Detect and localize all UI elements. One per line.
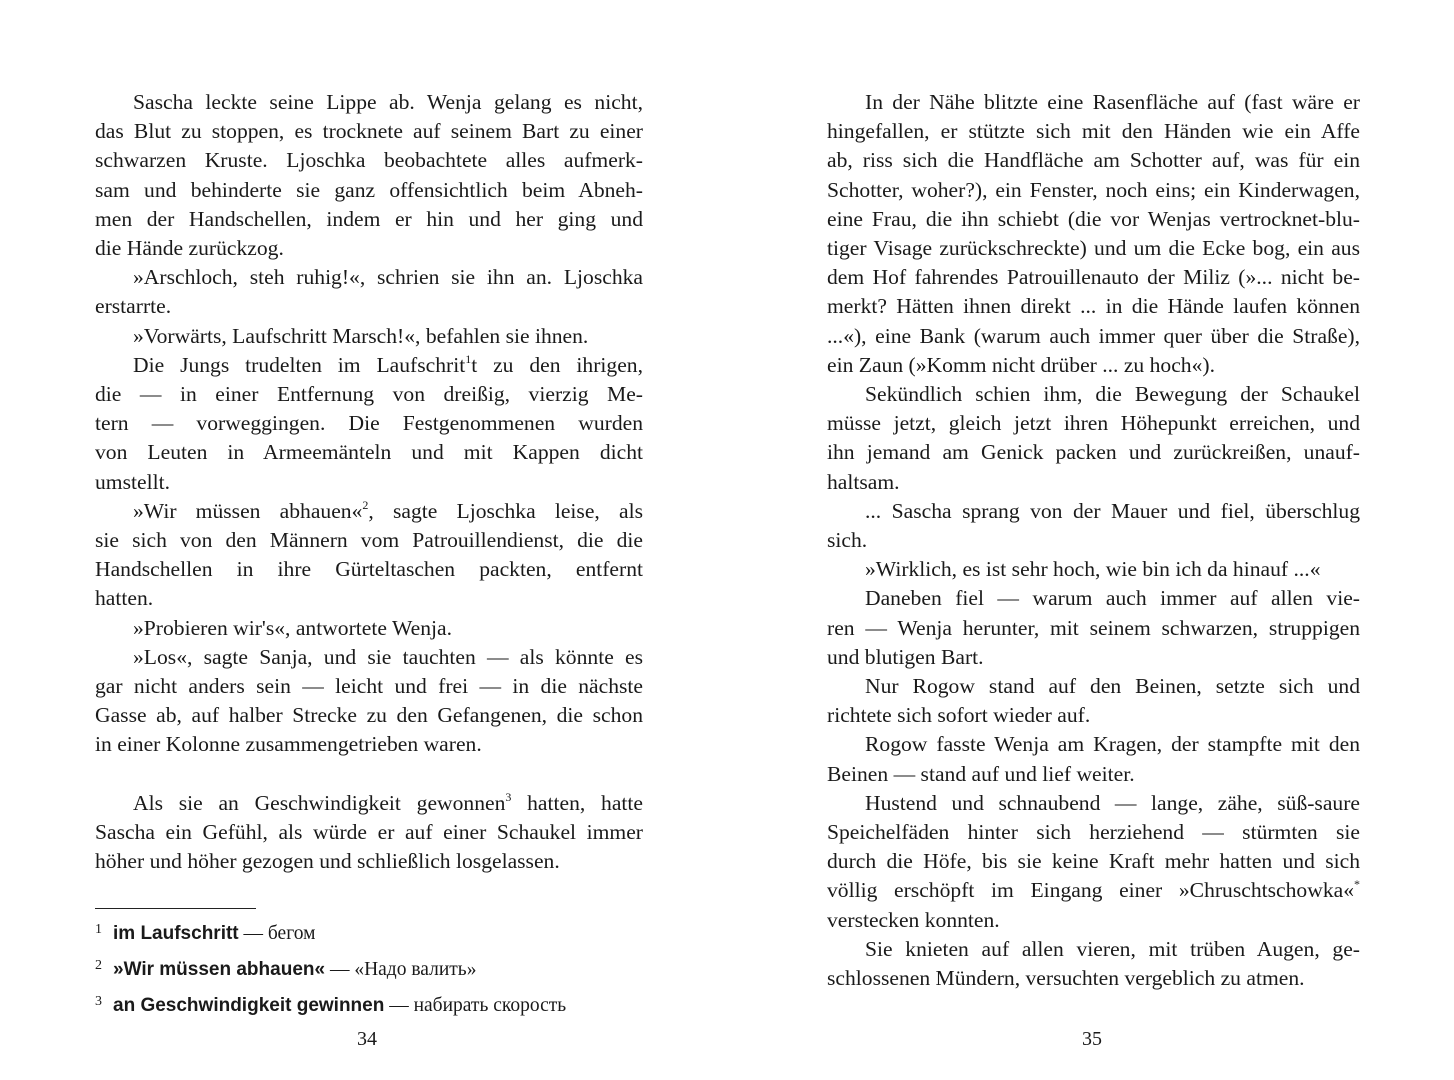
text-line: richtete sich sofort wieder auf. xyxy=(827,703,1091,728)
footnote: 2 »Wir müssen abhauen« — «Надо валить» xyxy=(95,958,477,980)
left-page-text xyxy=(95,88,643,876)
footnote-marker: 2 xyxy=(362,497,369,512)
text-line: dem Hof fahrendes Patrouillenauto der Miliz (»... nicht be- xyxy=(827,265,1360,290)
text-line: merkt? Hätten ihnen direkt ... in die Hände laufen können xyxy=(827,294,1360,319)
text-line: ... Sascha sprang von der Mauer und fiel, überschlug xyxy=(865,498,1360,523)
text-line: ab, riss sich die Handfläche am Schotter auf, was für ein xyxy=(827,148,1360,173)
text-line: hatten. xyxy=(95,586,154,611)
text-line: schlossenen Mündern, versuchten vergeblich zu atmen. xyxy=(827,966,1305,991)
text-line: sich. xyxy=(827,528,868,553)
text-line: Als sie an Geschwindigkeit gewonnen$^3$ hatten, hatte xyxy=(133,789,643,815)
text-line: höher und höher gezogen und schließlich losgelassen. xyxy=(95,849,560,874)
text-line: »Arschloch, steh ruhig!«, schrien sie ihn an. Ljoschka xyxy=(133,265,643,290)
text-line: men der Handschellen, indem er hin und her ging und xyxy=(95,206,643,231)
text-line: gar nicht anders sein — leicht und frei — in die nächste xyxy=(95,674,643,699)
text-line: und blutigen Bart. xyxy=(827,644,984,669)
footnote-marker: * xyxy=(1354,877,1360,892)
page-number-right: 35 xyxy=(1082,1028,1102,1050)
text-line: Sekündlich schien ihm, die Bewegung der Schaukel xyxy=(865,382,1360,407)
text-line: ...«), eine Bank (warum auch immer quer über die Straße), xyxy=(827,323,1360,348)
text-line: sie sich von den Männern vom Patrouillendienst, die die xyxy=(95,528,643,553)
text-line: »Wir müssen abhauen«$^2$, sagte Ljoschka leise, als xyxy=(133,497,643,523)
text-line: Beinen — stand auf und lief weiter. xyxy=(827,761,1135,786)
text-line: tiger Visage zurückschreckte) und um die Ecke bog, ein aus xyxy=(827,236,1360,261)
text-line: Hustend und schnaubend — lange, zähe, süß-saure xyxy=(865,790,1360,815)
right-page xyxy=(727,0,1454,1080)
text-line: die Hände zurückzog. xyxy=(95,236,284,261)
text-line: eine Frau, die ihn schiebt (die vor Wenjas vertrocknet-blu- xyxy=(827,206,1360,231)
text-line: haltsam. xyxy=(827,469,900,494)
footnote: 1 im Laufschritt — бегом xyxy=(95,922,316,944)
text-line: erstarrte. xyxy=(95,294,172,319)
text-line: durch die Höfe, bis sie keine Kraft mehr hatten und sich xyxy=(827,849,1360,874)
footnote-marker: 1 xyxy=(465,351,472,366)
text-line: In der Nähe blitzte eine Rasenfläche auf (fast wäre er xyxy=(865,90,1360,114)
text-line: Nur Rogow stand auf den Beinen, setzte sich und xyxy=(865,674,1360,699)
text-line: völlig erschöpft im Eingang einer »Chruschtschowka«* xyxy=(827,877,1360,903)
page-number-left: 34 xyxy=(357,1028,377,1050)
footnotes xyxy=(95,914,695,1022)
text-line: »Los«, sagte Sanja, und sie tauchten — als könnte es xyxy=(133,644,643,669)
text-line: schwarzen Kruste. Ljoschka beobachtete alles aufmerk- xyxy=(95,148,643,173)
text-line: Gasse ab, auf halber Strecke zu den Gefangenen, die schon xyxy=(95,703,643,728)
text-line: Die Jungs trudelten im Laufschrit$^1$t zu den ihrigen, xyxy=(133,351,643,377)
text-line: umstellt. xyxy=(95,469,170,494)
text-line: von Leuten in Armeemänteln und mit Kappen dicht xyxy=(95,440,643,465)
footnote: 3 an Geschwindigkeit gewinnen — набирать скорость xyxy=(95,994,567,1016)
text-line: Schotter, woher?), ein Fenster, noch eins; ein Kinderwagen, xyxy=(827,177,1360,202)
text-line: »Vorwärts, Laufschritt Marsch!«, befahlen sie ihnen. xyxy=(133,323,589,348)
text-line: verstecken konnten. xyxy=(827,907,1000,932)
text-line: Handschellen in ihre Gürteltaschen packten, entfernt xyxy=(95,557,643,582)
text-line: Sie knieten auf allen vieren, mit trüben Augen, ge- xyxy=(865,936,1360,961)
text-line: das Blut zu stoppen, es trocknete auf seinem Bart zu einer xyxy=(95,119,643,144)
text-line: Daneben fiel — warum auch immer auf allen vie- xyxy=(865,586,1360,611)
text-line: hingefallen, er stützte sich mit den Händen wie ein Affe xyxy=(827,119,1360,144)
text-line: ein Zaun (»Komm nicht drüber ... zu hoch«). xyxy=(827,352,1215,377)
text-line: Speichelfäden hinter sich herziehend — stürmten sie xyxy=(827,820,1360,845)
text-line: sam und behinderte sie ganz offensichtlich beim Abneh- xyxy=(95,177,643,202)
text-line: müsse jetzt, gleich jetzt ihren Höhepunkt erreichen, und xyxy=(827,411,1360,436)
text-line: ren — Wenja herunter, mit seinem schwarzen, struppigen xyxy=(827,615,1360,640)
text-line: tern — vorweggingen. Die Festgenommenen wurden xyxy=(95,411,643,436)
text-line: Sascha leckte seine Lippe ab. Wenja gelang es nicht, xyxy=(133,90,643,114)
footnote-divider xyxy=(95,908,256,909)
text-line: »Wirklich, es ist sehr hoch, wie bin ich da hinauf ...« xyxy=(865,557,1321,582)
right-page-text xyxy=(827,88,1360,993)
footnote-marker: 3 xyxy=(505,789,512,804)
text-line: ihn jemand am Genick packen und zurückreißen, unauf- xyxy=(827,440,1360,465)
text-line: Rogow fasste Wenja am Kragen, der stampfte mit den xyxy=(865,732,1360,757)
text-line: »Probieren wir's«, antwortete Wenja. xyxy=(133,615,452,640)
text-line: in einer Kolonne zusammengetrieben waren. xyxy=(95,732,482,757)
text-line: Sascha ein Gefühl, als würde er auf einer Schaukel immer xyxy=(95,820,643,845)
text-line: die — in einer Entfernung von dreißig, vierzig Me- xyxy=(95,382,643,407)
